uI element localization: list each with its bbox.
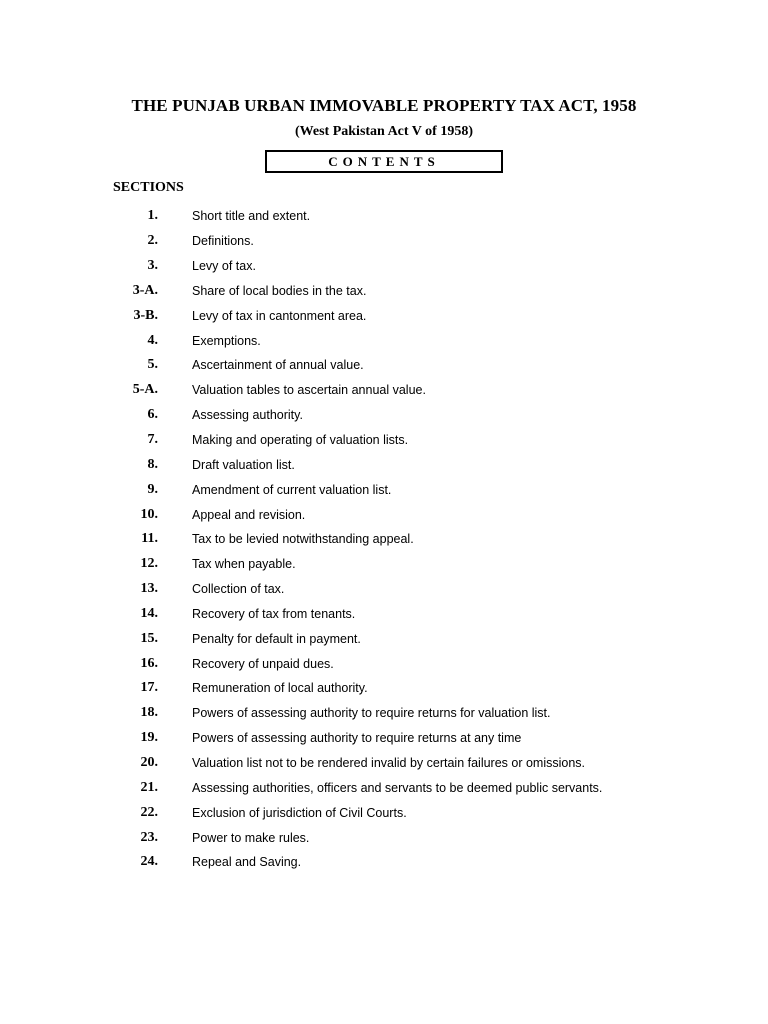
toc-entry [0, 751, 768, 776]
toc-entry [0, 626, 768, 651]
section-title: Amendment of current valuation list. [192, 482, 392, 497]
section-title: Exclusion of jurisdiction of Civil Courts. [192, 805, 407, 820]
section-title: Remuneration of local authority. [192, 681, 368, 696]
section-number: 8. [147, 456, 158, 472]
section-title: Levy of tax. [192, 259, 256, 274]
section-title: Assessing authorities, officers and servants to be deemed public servants. [192, 780, 603, 795]
section-number: 5-A. [132, 382, 158, 398]
section-number: 24. [140, 854, 158, 870]
toc-entry [0, 403, 768, 428]
section-number: 14. [140, 605, 158, 621]
toc-entry [0, 850, 768, 875]
section-title: Valuation tables to ascertain annual value. [192, 383, 426, 398]
toc-entry [0, 279, 768, 304]
section-number: 15. [140, 630, 158, 646]
toc-entry [0, 353, 768, 378]
toc-entry [0, 602, 768, 627]
section-number: 19. [140, 730, 158, 746]
section-number: 10. [140, 506, 158, 522]
section-title: Penalty for default in payment. [192, 631, 361, 646]
section-title: Tax to be levied notwithstanding appeal. [192, 532, 414, 547]
section-number: 1. [147, 208, 158, 224]
toc-entry [0, 303, 768, 328]
section-title: Draft valuation list. [192, 457, 295, 472]
section-title: Tax when payable. [192, 557, 296, 572]
section-title: Definitions. [192, 234, 254, 249]
section-title: Levy of tax in cantonment area. [192, 308, 367, 323]
section-title: Short title and extent. [192, 209, 311, 224]
section-number: 3. [147, 258, 158, 274]
toc-entry [0, 552, 768, 577]
section-title: Exemptions. [192, 333, 261, 348]
section-number: 12. [140, 556, 158, 572]
toc-entry [0, 204, 768, 229]
section-number: 9. [147, 481, 158, 497]
section-title: Powers of assessing authority to require returns at any time [192, 731, 522, 746]
section-title: Assessing authority. [192, 408, 303, 423]
section-title: Collection of tax. [192, 582, 285, 597]
section-number: 13. [140, 581, 158, 597]
section-title: Appeal and revision. [192, 507, 306, 522]
section-title: Recovery of tax from tenants. [192, 606, 356, 621]
section-number: 3-A. [132, 282, 158, 298]
section-title: Valuation list not to be rendered invalid by certain failures or omissions. [192, 755, 586, 770]
toc-entry [0, 527, 768, 552]
section-number: 22. [140, 804, 158, 820]
section-number: 16. [140, 655, 158, 671]
sections-heading: SECTIONS [113, 180, 184, 195]
section-number: 21. [140, 779, 158, 795]
toc-entry [0, 378, 768, 403]
section-number: 4. [147, 332, 158, 348]
toc-entry [0, 701, 768, 726]
section-number: 18. [140, 705, 158, 721]
section-number: 11. [141, 531, 158, 547]
toc-entry [0, 775, 768, 800]
toc-entry [0, 577, 768, 602]
toc-entry [0, 651, 768, 676]
section-number: 5. [147, 357, 158, 373]
section-number: 17. [140, 680, 158, 696]
toc-entry [0, 502, 768, 527]
section-number: 20. [140, 754, 158, 770]
toc-entry [0, 328, 768, 353]
section-title: Power to make rules. [192, 830, 310, 845]
document-subtitle: (West Pakistan Act V of 1958) [295, 124, 473, 139]
contents-heading-box: CONTENTS [265, 150, 503, 173]
toc-entry [0, 229, 768, 254]
toc-entry [0, 800, 768, 825]
toc-entry [0, 452, 768, 477]
table-of-contents [0, 204, 768, 875]
section-number: 6. [147, 407, 158, 423]
section-title: Ascertainment of annual value. [192, 358, 364, 373]
section-title: Making and operating of valuation lists. [192, 433, 409, 448]
section-title: Powers of assessing authority to require returns for valuation list. [192, 706, 551, 721]
toc-entry [0, 428, 768, 453]
toc-entry [0, 726, 768, 751]
section-title: Repeal and Saving. [192, 855, 302, 870]
toc-entry [0, 477, 768, 502]
section-title: Recovery of unpaid dues. [192, 656, 334, 671]
document-title: THE PUNJAB URBAN IMMOVABLE PROPERTY TAX ACT, 1958 [131, 96, 637, 115]
toc-entry [0, 825, 768, 850]
section-number: 7. [147, 432, 158, 448]
section-number: 3-B. [133, 307, 158, 323]
section-number: 23. [140, 829, 158, 845]
toc-entry [0, 676, 768, 701]
section-title: Share of local bodies in the tax. [192, 283, 367, 298]
section-number: 2. [147, 233, 158, 249]
toc-entry [0, 254, 768, 279]
